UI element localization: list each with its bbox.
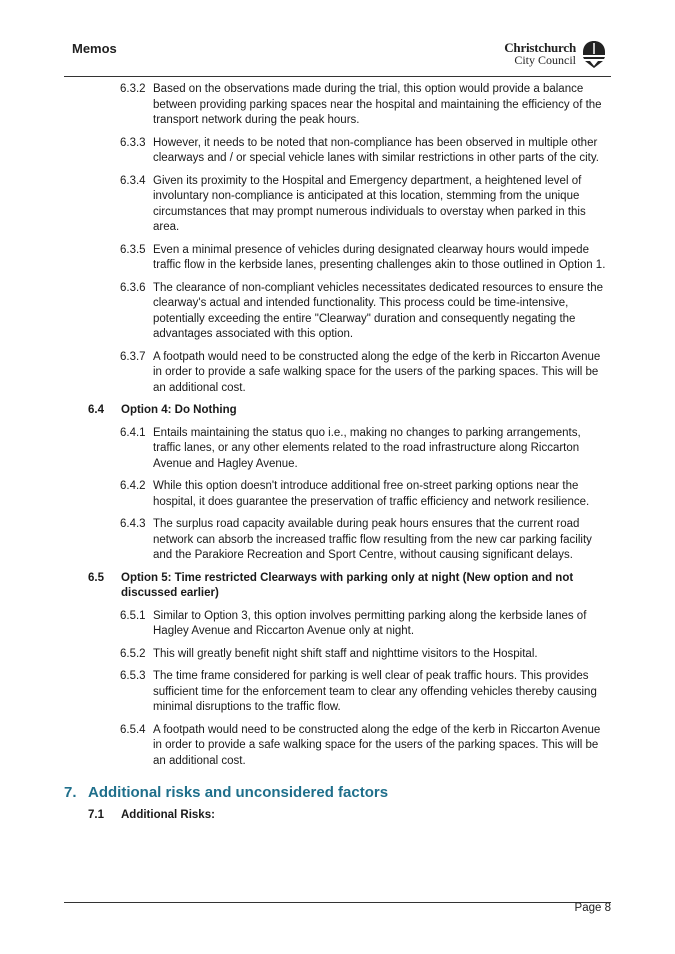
- clause-text: A footpath would need to be constructed along the edge of the kerb in Riccarton Avenue in order to provide a safe walking space for the users of the parking spaces. This will be an additional cost.: [153, 350, 601, 394]
- clause-6-3-5: [120, 243, 610, 274]
- clause-text: While this option doesn't introduce additional free on-street parking options near the hospital, it does guarantee the preservation of traffic efficiency and network resilience.: [153, 480, 590, 508]
- clause-text: Given its proximity to the Hospital and Emergency department, a heightened level of involuntary non-compliance is anticipated at this location, stemming from the unique circumstances that may prompt numerous individuals to overstay when parked in this area.: [153, 174, 586, 233]
- section-number: 7.1: [88, 809, 104, 821]
- clause-text: This will greatly benefit night shift staff and nighttime visitors to the Hospital.: [153, 647, 538, 660]
- footer-rule: [64, 902, 611, 903]
- section-number: 6.5: [88, 571, 104, 584]
- heading-number: 7.: [64, 784, 77, 801]
- clause-number: 6.3.2: [120, 83, 146, 95]
- section-title: Additional Risks:: [121, 809, 215, 821]
- heading-title: Additional risks and unconsidered factors: [88, 784, 389, 801]
- logo-text-line2: City Council: [514, 53, 576, 67]
- clause-number: 6.3.4: [120, 174, 146, 187]
- page-number: Page 8: [574, 902, 611, 914]
- clause-number: 6.5.1: [120, 609, 146, 622]
- memo-body: [0, 82, 675, 824]
- clause-6-3-6: [120, 281, 610, 343]
- header-title: Memos: [72, 41, 117, 56]
- clause-6-4-2: [120, 479, 610, 510]
- section-number: 6.4: [88, 404, 104, 416]
- clause-number: 6.5.4: [120, 723, 146, 736]
- heading-7: [64, 783, 675, 803]
- clause-number: 6.3.5: [120, 243, 146, 256]
- section-7-1-heading: [88, 808, 610, 824]
- section-6-5-heading: [88, 571, 610, 602]
- clause-number: 6.5.2: [120, 647, 146, 660]
- clause-text: Even a minimal presence of vehicles during designated clearway hours would impede traffic flow in the kerbside lanes, presenting challenges akin to those outlined in Option 1.: [153, 243, 606, 271]
- clause-text: Entails maintaining the status quo i.e., making no changes to parking arrangements, traffic lanes, or any other elements related to the road infrastructure along Riccarton Avenue and Hagley Avenue.: [153, 426, 581, 470]
- clause-text: A footpath would need to be constructed along the edge of the kerb in Riccarton Avenue in order to provide a safe walking space for the users of the parking spaces. This will be an additional cost.: [153, 723, 601, 767]
- clause-text: Similar to Option 3, this option involves permitting parking along the kerbside lanes of Hagley Avenue and Riccarton Avenue only at night.: [153, 609, 587, 637]
- council-logo: [498, 40, 608, 70]
- clause-6-4-3: [120, 517, 610, 564]
- header-rule: [64, 76, 611, 77]
- clause-6-3-2: [120, 82, 610, 129]
- clause-6-5-2: [120, 647, 610, 663]
- section-title: Option 4: Do Nothing: [121, 404, 237, 416]
- section-title: Option 5: Time restricted Clearways with parking only at night (New option and not discussed earlier): [121, 571, 574, 599]
- clause-text: The time frame considered for parking is well clear of peak traffic hours. This provides sufficient time for the enforcement team to clear any offending vehicles thereby causing minimal disruptions to the traffic flow.: [153, 670, 597, 713]
- clause-6-3-4: [120, 174, 610, 236]
- clause-number: 6.3.7: [120, 350, 146, 363]
- clause-text: The clearance of non-compliant vehicles necessitates dedicated resources to ensure the clearway's actual and intended functionality. This process could be time-intensive, potentially exceeding the entire "Clearway" duration and consequently negating the advantages associated with this option.: [153, 281, 604, 340]
- section-6-4-heading: [88, 403, 610, 419]
- clause-6-3-3: [120, 136, 610, 167]
- clause-number: 6.4.3: [120, 518, 146, 530]
- clause-6-3-7: [120, 350, 610, 397]
- clause-number: 6.4.1: [120, 426, 146, 439]
- clause-text: However, it needs to be noted that non-compliance has been observed in multiple other clearways and / or special vehicle lanes with similar restrictions in other parts of the city.: [153, 136, 599, 164]
- clause-6-5-1: [120, 609, 610, 640]
- clause-text: The surplus road capacity available during peak hours ensures that the current road network can absorb the increased traffic flow resulting from the new car parking facility and the Parakiore Recreation and Sport Centre, without causing significant delays.: [153, 518, 592, 561]
- logo-text-line1: Christchurch: [504, 40, 576, 55]
- clause-6-4-1: [120, 426, 610, 473]
- clause-text: Based on the observations made during the trial, this option would provide a balance between providing parking spaces near the hospital and maintaining the efficiency of the transport network during the peak hours.: [153, 83, 602, 126]
- council-logo-icon: [580, 40, 608, 68]
- clause-6-5-4: [120, 723, 610, 770]
- clause-number: 6.4.2: [120, 480, 146, 492]
- clause-number: 6.3.3: [120, 136, 146, 149]
- clause-number: 6.5.3: [120, 670, 146, 682]
- clause-6-5-3: [120, 669, 610, 716]
- clause-number: 6.3.6: [120, 281, 146, 294]
